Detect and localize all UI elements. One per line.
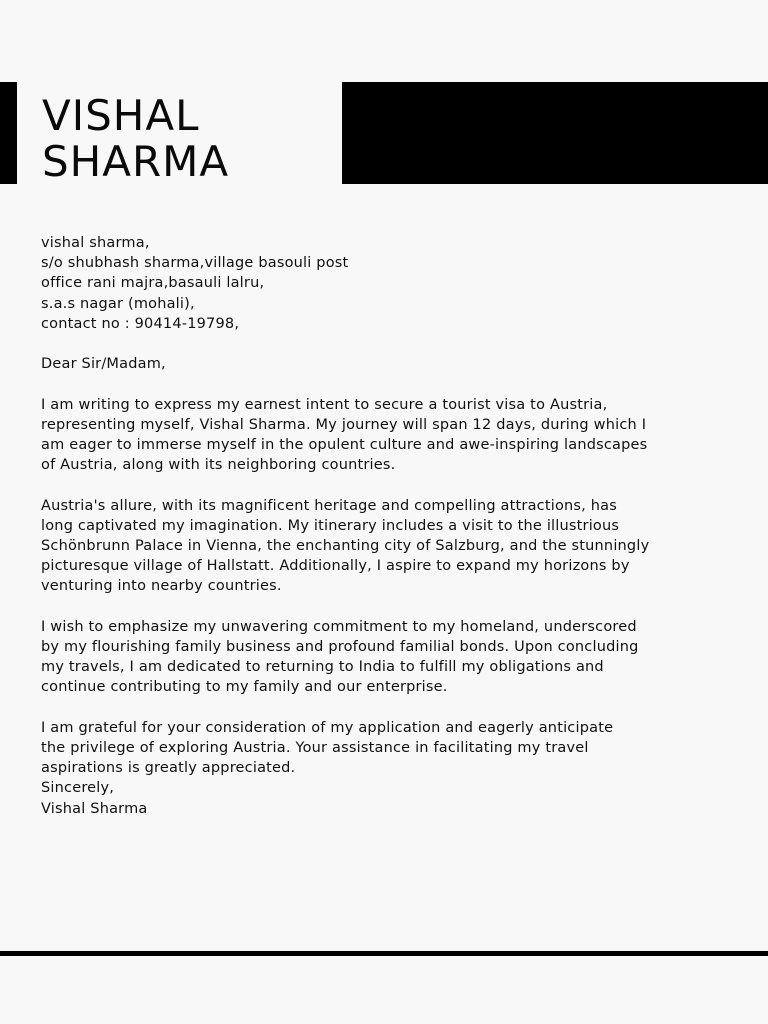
address-line: office rani majra,basauli lalru, [41,275,265,292]
name-line-last: SHARMA [42,137,230,186]
paragraph-commitment [41,617,731,698]
applicant-name [42,93,229,185]
letter-body [41,233,731,819]
paragraph-line: venturing into nearby countries. [41,578,282,595]
paragraph-line: I am grateful for your consideration of my application and eagerly anticipate [41,719,614,736]
paragraph-line: aspirations is greatly appreciated. [41,760,296,777]
paragraph-line: of Austria, along with its neighboring countries. [41,457,396,474]
address-line: contact no : 90414-19798, [41,315,240,332]
paragraph-itinerary [41,496,731,597]
address-line: vishal sharma, [41,235,150,251]
address-line: s.a.s nagar (mohali), [41,295,195,312]
name-line-first: VISHAL [42,91,200,140]
paragraph-line: by my flourishing family business and profound familial bonds. Upon concluding [41,639,639,655]
paragraph-intent [41,395,731,476]
address-line: s/o shubhash sharma,village basouli post [41,255,349,272]
paragraph-line: my travels, I am dedicated to returning to India to fulfill my obligations and [41,659,604,676]
paragraph-line: the privilege of exploring Austria. Your assistance in facilitating my travel [41,740,589,756]
paragraph-line: I am writing to express my earnest intent to secure a tourist visa to Austria, [41,396,608,413]
paragraph-line: long captivated my imagination. My itinerary includes a visit to the illustrious [41,517,620,534]
header-black-bar [342,82,768,184]
bottom-rule [0,951,768,956]
paragraph-gratitude [41,718,731,779]
left-black-bar [0,82,17,184]
closing: Sincerely, [41,780,115,797]
paragraph-line: representing myself, Vishal Sharma. My journey will span 12 days, during which I [41,416,647,433]
paragraph-line: picturesque village of Hallstatt. Additionally, I aspire to expand my horizons by [41,558,630,575]
paragraph-line: continue contributing to my family and our enterprise. [41,679,448,696]
paragraph-line: Schönbrunn Palace in Vienna, the enchanting city of Salzburg, and the stunningly [41,538,650,554]
paragraph-line: I wish to emphasize my unwavering commitment to my homeland, underscored [41,618,637,635]
paragraph-line: am eager to immerse myself in the opulent culture and awe-inspiring landscapes [41,437,648,453]
paragraph-line: Austria's allure, with its magnificent heritage and compelling attractions, has [41,497,618,514]
salutation: Dear Sir/Madam, [41,356,166,373]
signature: Vishal Sharma [41,800,148,817]
sender-address [41,233,731,334]
